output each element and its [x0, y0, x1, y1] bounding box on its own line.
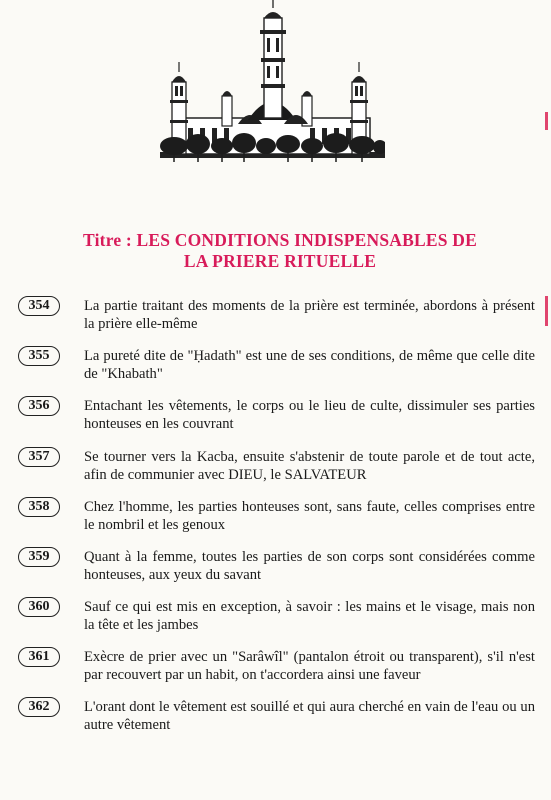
verse-number-badge: 358: [18, 497, 60, 517]
verse-number-badge: 360: [18, 597, 60, 617]
verse-text: La partie traitant des moments de la prière est terminée, abordons à présent la prière elle-même: [84, 298, 535, 332]
page-edge-mark: [545, 296, 548, 326]
verse-number-badge: 361: [18, 647, 60, 667]
title-line-2: LA PRIERE RITUELLE: [183, 251, 377, 271]
verse-text: Chez l'homme, les parties honteuses sont, sans faute, celles comprises entre le nombril et les genoux: [84, 499, 535, 533]
page-edge-mark: [545, 112, 548, 130]
title-line-1: Titre : LES CONDITIONS INDISPENSABLES DE: [83, 230, 477, 250]
verse-number-badge: 357: [18, 447, 60, 467]
verse-text: La pureté dite de "Ḥadath" est une de ses conditions, de même que celle dite de "Khabath": [84, 348, 535, 382]
verse-number-badge: 359: [18, 547, 60, 567]
verse-text: Quant à la femme, toutes les parties de son corps sont considérées comme honteuses, aux yeux du savant: [84, 549, 535, 583]
verse-text: Sauf ce qui est mis en exception, à savoir : les mains et le visage, mais non la tête et les jambes: [84, 599, 535, 633]
verse-text: Se tourner vers la Kacba, ensuite s'abstenir de toute parole et de tout acte, afin de communier avec DIEU, le SALVATEUR: [84, 449, 535, 483]
verse-number-badge: 355: [18, 346, 60, 366]
verse-text: Exècre de prier avec un "Sarâwîl" (pantalon étroit ou transparent), s'il n'est par recouvert par un habit, on t'accordera ainsi une faveur: [84, 649, 535, 683]
verse-number-badge: 362: [18, 697, 60, 717]
verse-text: L'orant dont le vêtement est souillé et qui aura cherché en vain de l'eau ou un autre vêtement: [84, 699, 535, 733]
verse-number-badge: 356: [18, 396, 60, 416]
verse-text: Entachant les vêtements, le corps ou le lieu de culte, dissimuler ses parties honteuses en les couvrant: [84, 398, 535, 432]
verse-number-badge: 354: [18, 296, 60, 316]
